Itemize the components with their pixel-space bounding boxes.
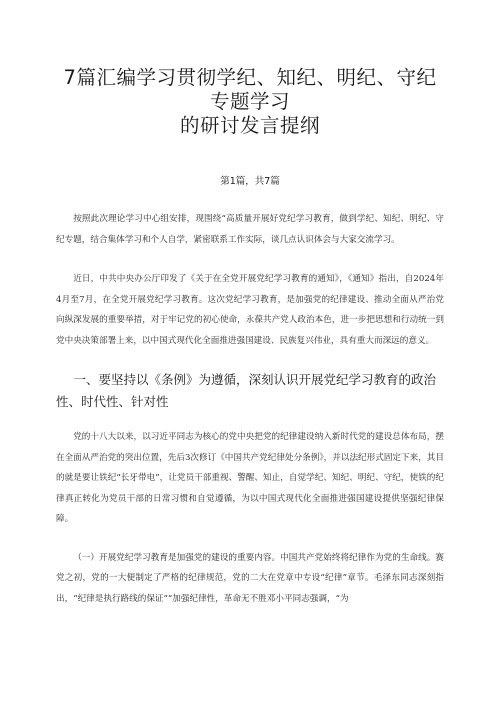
document-title bbox=[56, 66, 444, 138]
paragraph-subsection-1: （一）开展党纪学习教育是加强党的建设的重要内容。中国共产党始终将纪律作为党的生命线。赛党之初，党的一大便制定了严格的纪律规范，党的二大在党章中专设“纪律”章节。毛泽东同志深刻指出，“纪律是执行路线的保证”“加强纪律性，革命无不胜邓小平同志强调，“为 bbox=[56, 552, 444, 604]
section-heading-1: 一、要坚持以《条例》为遵循，深刻认识开展党纪学习教育的政治性、时代性、针对性 bbox=[56, 372, 437, 409]
part-label: 第1篇，共7篇 bbox=[220, 176, 280, 187]
paragraph-intro: 按照此次理论学习中心组安排，现围绕“高质量开展好党纪学习教育，做到学纪、知纪、明纪、守纪专题，结合集体学习和个人自学，紧密联系工作实际，谈几点认识体会与大家交流学习。 bbox=[56, 214, 444, 245]
paragraph-background: 党的十八大以来，以习近平同志为核心的党中央把党的纪律建设纳入新时代党的建设总体布局，摆在全面从严治党的突出位置，先后3次修订《中国共产党纪律处分条例》，并以法纪形式固定下来，其目的就是要让铁纪“长牙带电”，让党员干部重视、警醒、知止，自觉学纪、知纪、明纪、守纪，使铁的纪律真正转化为党员干部的日常习惯和自觉遵循，为以中国式现代化全面推进强国建设提供坚强纪律保障。 bbox=[56, 432, 444, 524]
title-line-1: 7篇汇编学习贯彻学纪、知纪、明纪、守纪专题学习 bbox=[63, 66, 437, 113]
title-line-2: 的研讨发言提纲 bbox=[179, 114, 320, 137]
paragraph-notice: 近日，中共中央办公厅印发了《关于在全党开展党纪学习教育的通知》，《通知》指出，自2024年4月至7月，在全党开展党纪学习教育。这次党纪学习教育，是加强党的纪律建设、推动全面从严治党向纵深发展的重要举措，对于牢记党的初心使命，永葆共产党人政治本色，进一步把思想和行动统一到党中央决策部署上来，以中国式现代化全面推进强国建设、民族复兴伟业，具有重大而深远的意义。 bbox=[56, 274, 444, 346]
